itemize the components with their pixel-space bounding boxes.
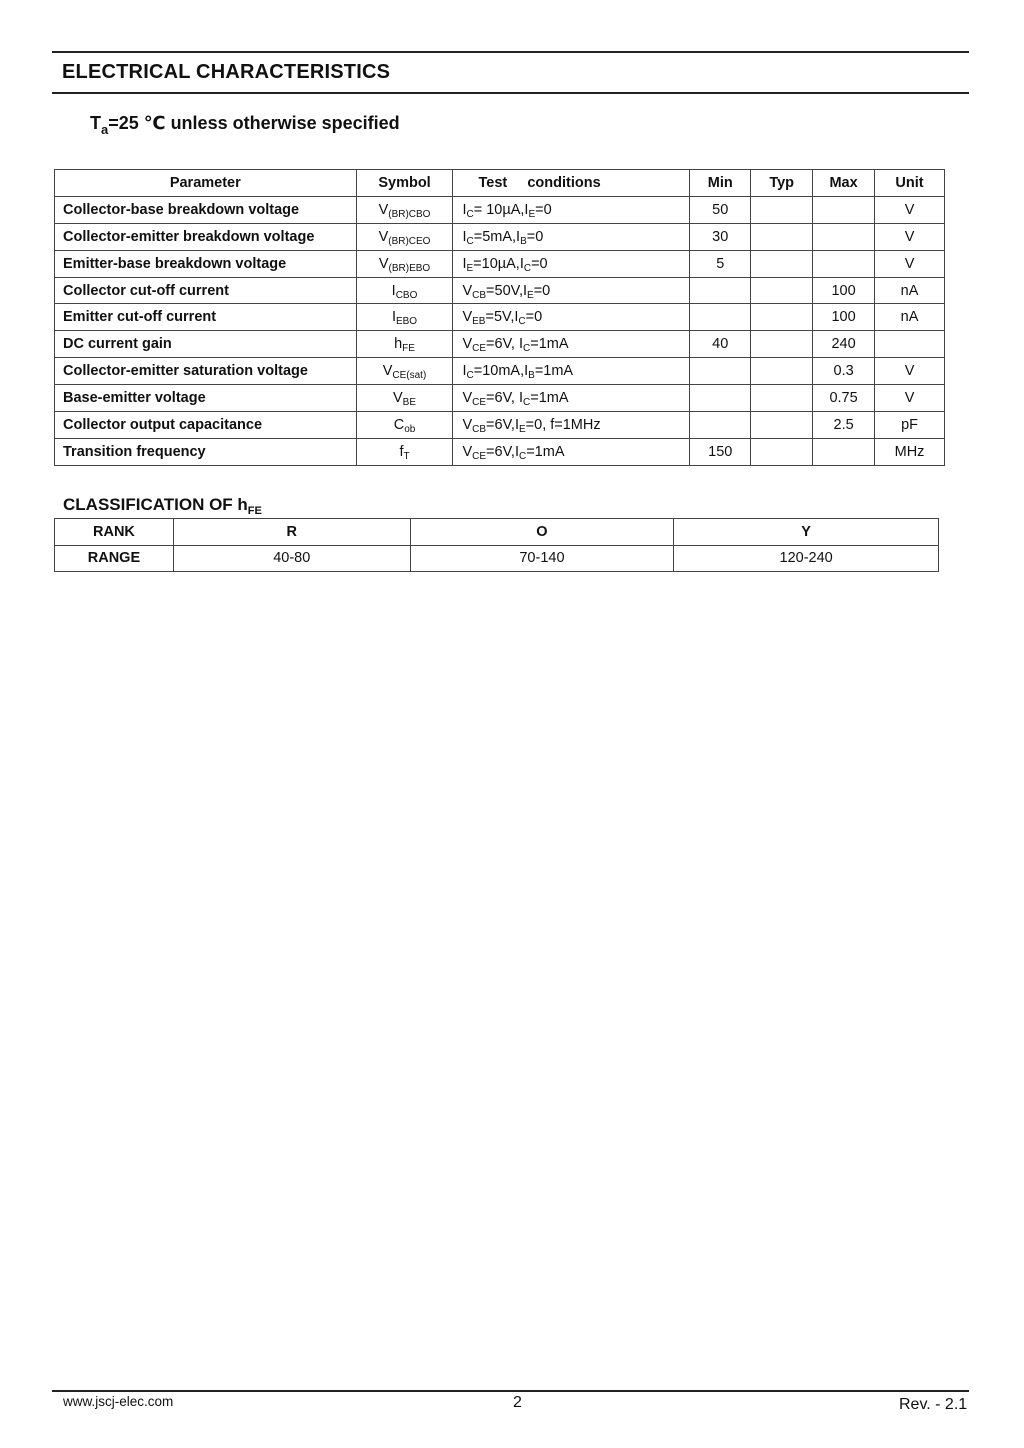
parameter-cell: Emitter-base breakdown voltage xyxy=(55,250,357,277)
condition-value: =6V, xyxy=(486,416,515,433)
condition-subscript: B xyxy=(528,370,535,382)
classification-title xyxy=(63,495,262,515)
rank-row xyxy=(55,519,939,546)
unit-cell: MHz xyxy=(875,438,945,465)
top-rule xyxy=(52,51,969,53)
condition-value: =0 xyxy=(535,201,552,218)
condition-variable: V xyxy=(462,336,473,353)
symbol-letter: I xyxy=(391,282,396,299)
test-conditions-note xyxy=(90,113,400,137)
condition-variable: I xyxy=(524,363,529,380)
condition-subscript: E xyxy=(528,208,536,220)
parameter-cell: Collector output capacitance xyxy=(55,412,357,439)
max-cell xyxy=(813,438,875,465)
symbol-letter: V xyxy=(378,228,389,245)
min-cell: 150 xyxy=(690,438,751,465)
test-condition-cell xyxy=(453,438,690,465)
condition-subscript: C xyxy=(466,235,474,247)
symbol-subscript: BE xyxy=(402,397,417,409)
max-cell: 0.75 xyxy=(813,385,875,412)
max-cell: 100 xyxy=(813,304,875,331)
table-header-row xyxy=(55,170,945,197)
condition-variable: I xyxy=(462,201,467,218)
symbol-subscript: ob xyxy=(404,423,416,435)
min-cell xyxy=(690,412,751,439)
typ-cell xyxy=(751,331,813,358)
condition-subscript: C xyxy=(466,208,474,220)
page-number: 2 xyxy=(513,1394,522,1411)
symbol-letter: V xyxy=(393,390,403,407)
min-cell: 5 xyxy=(690,250,751,277)
header-test-conditions: Test conditions xyxy=(453,170,690,197)
symbol-subscript: CE(sat) xyxy=(392,370,427,382)
condition-variable: V xyxy=(462,282,473,299)
condition-value: =6V, xyxy=(486,390,519,407)
condition-subscript: E xyxy=(527,289,534,301)
symbol-letter: I xyxy=(391,309,396,326)
test-condition-cell xyxy=(453,412,690,439)
test-condition-cell xyxy=(453,358,690,385)
unit-cell: V xyxy=(875,250,945,277)
condition-value: = 10µA, xyxy=(473,201,525,218)
symbol-subscript: EBO xyxy=(395,316,418,328)
typ-cell xyxy=(751,385,813,412)
section-title: ELECTRICAL CHARACTERISTICS xyxy=(62,61,391,83)
symbol-subscript: (BR)CBO xyxy=(388,208,431,220)
max-cell xyxy=(813,250,875,277)
header-min: Min xyxy=(690,170,751,197)
symbol-cell xyxy=(356,277,453,304)
electrical-characteristics-table xyxy=(54,169,945,466)
range-row xyxy=(55,545,939,572)
symbol-cell xyxy=(356,358,453,385)
condition-subscript: C xyxy=(466,370,474,382)
condition-value: =50V, xyxy=(486,282,524,299)
electrical-characteristics-body xyxy=(55,196,945,465)
unit-cell xyxy=(875,331,945,358)
condition-subscript: CE xyxy=(472,450,487,462)
symbol-subscript: (BR)CEO xyxy=(388,235,431,247)
typ-cell xyxy=(751,304,813,331)
parameter-cell: Emitter cut-off current xyxy=(55,304,357,331)
title-underline-rule xyxy=(52,92,969,94)
condition-value: =6V, xyxy=(486,443,515,460)
typ-cell xyxy=(751,250,813,277)
symbol-cell xyxy=(356,304,453,331)
min-cell xyxy=(690,358,751,385)
table-row xyxy=(55,385,945,412)
test-condition-cell xyxy=(453,223,690,250)
condition-variable: V xyxy=(462,390,473,407)
unit-cell: V xyxy=(875,358,945,385)
condition-subscript: E xyxy=(518,423,526,435)
header-typ: Typ xyxy=(751,170,813,197)
symbol-cell xyxy=(356,250,453,277)
test-condition-cell xyxy=(453,385,690,412)
range-cell: 70-140 xyxy=(410,545,674,572)
condition-value: =1mA xyxy=(526,443,565,460)
typ-cell xyxy=(751,223,813,250)
conditions-text: =25 ℃ unless otherwise specified xyxy=(108,113,400,133)
symbol-letter: C xyxy=(393,416,405,433)
test-condition-cell xyxy=(453,304,690,331)
condition-value: =0 xyxy=(533,282,551,299)
condition-variable: I xyxy=(518,390,524,407)
footer-rule xyxy=(52,1390,969,1392)
symbol-letter: h xyxy=(394,336,403,353)
typ-cell xyxy=(751,358,813,385)
range-cell: 40-80 xyxy=(173,545,410,572)
rank-cell: Y xyxy=(674,519,939,546)
footer-website: www.jscj-elec.com xyxy=(63,1394,174,1409)
table-row xyxy=(55,358,945,385)
condition-subscript: C xyxy=(523,343,531,355)
condition-variable: I xyxy=(524,201,529,218)
parameter-cell: Collector-emitter saturation voltage xyxy=(55,358,357,385)
unit-cell: nA xyxy=(875,304,945,331)
condition-variable: V xyxy=(462,416,473,433)
condition-subscript: CB xyxy=(472,423,487,435)
unit-cell: V xyxy=(875,223,945,250)
min-cell: 30 xyxy=(690,223,751,250)
unit-cell: pF xyxy=(875,412,945,439)
condition-subscript: C xyxy=(523,262,532,274)
condition-value: =5V, xyxy=(485,309,515,326)
rank-cell: O xyxy=(410,519,674,546)
table-row xyxy=(55,250,945,277)
revision-label: Rev. - 2.1 xyxy=(899,1396,968,1413)
symbol-subscript: (BR)EBO xyxy=(388,262,431,274)
min-cell xyxy=(690,385,751,412)
rank-label: RANK xyxy=(55,519,174,546)
condition-variable: I xyxy=(462,228,467,245)
conditions-symbol: T xyxy=(90,113,101,133)
range-cell: 120-240 xyxy=(674,545,939,572)
symbol-subscript: CBO xyxy=(395,289,418,301)
condition-variable: I xyxy=(516,228,521,245)
max-cell: 0.3 xyxy=(813,358,875,385)
min-cell: 50 xyxy=(690,196,751,223)
condition-variable: I xyxy=(514,443,519,460)
test-condition-cell xyxy=(453,277,690,304)
min-cell xyxy=(690,304,751,331)
symbol-cell xyxy=(356,385,453,412)
condition-variable: I xyxy=(523,282,528,299)
condition-variable: I xyxy=(462,363,467,380)
condition-variable: I xyxy=(519,255,524,272)
condition-subscript: C xyxy=(518,316,526,328)
table-row xyxy=(55,438,945,465)
symbol-letter: V xyxy=(382,363,393,380)
classification-title-text: CLASSIFICATION OF h xyxy=(63,495,248,514)
parameter-cell: Collector-base breakdown voltage xyxy=(55,196,357,223)
header-symbol: Symbol xyxy=(356,170,453,197)
unit-cell: nA xyxy=(875,277,945,304)
table-row xyxy=(55,277,945,304)
typ-cell xyxy=(751,438,813,465)
condition-variable: V xyxy=(462,443,473,460)
symbol-letter: f xyxy=(399,443,404,460)
condition-value: =0 xyxy=(525,309,543,326)
condition-value: =1mA xyxy=(530,390,569,407)
table-row xyxy=(55,304,945,331)
table-row xyxy=(55,331,945,358)
condition-subscript: CB xyxy=(472,289,487,301)
condition-subscript: EB xyxy=(472,316,486,328)
max-cell: 2.5 xyxy=(813,412,875,439)
min-cell xyxy=(690,277,751,304)
typ-cell xyxy=(751,412,813,439)
symbol-subscript: FE xyxy=(402,343,415,355)
condition-value: =0, f=1MHz xyxy=(525,416,601,433)
test-condition-cell xyxy=(453,331,690,358)
table-row xyxy=(55,196,945,223)
unit-cell: V xyxy=(875,385,945,412)
symbol-cell xyxy=(356,438,453,465)
condition-variable: I xyxy=(462,255,467,272)
table-row xyxy=(55,412,945,439)
symbol-cell xyxy=(356,331,453,358)
condition-subscript: CE xyxy=(472,343,487,355)
max-cell: 100 xyxy=(813,277,875,304)
condition-subscript: C xyxy=(518,450,527,462)
table-row xyxy=(55,223,945,250)
condition-value: =0 xyxy=(531,255,548,272)
max-cell xyxy=(813,196,875,223)
symbol-cell xyxy=(356,196,453,223)
classification-table xyxy=(54,518,939,572)
condition-subscript: CE xyxy=(472,397,487,409)
condition-subscript: C xyxy=(523,397,531,409)
header-max: Max xyxy=(813,170,875,197)
condition-subscript: E xyxy=(466,262,474,274)
parameter-cell: Transition frequency xyxy=(55,438,357,465)
conditions-symbol-subscript: a xyxy=(101,122,109,137)
condition-value: =10mA, xyxy=(473,363,525,380)
condition-value: =5mA, xyxy=(473,228,517,245)
rank-cell: R xyxy=(173,519,410,546)
parameter-cell: Collector cut-off current xyxy=(55,277,357,304)
header-unit: Unit xyxy=(875,170,945,197)
test-condition-cell xyxy=(453,196,690,223)
parameter-cell: Collector-emitter breakdown voltage xyxy=(55,223,357,250)
condition-variable: V xyxy=(462,309,473,326)
classification-title-subscript: FE xyxy=(247,505,262,517)
symbol-letter: V xyxy=(378,255,389,272)
typ-cell xyxy=(751,277,813,304)
max-cell xyxy=(813,223,875,250)
range-label: RANGE xyxy=(55,545,174,572)
condition-variable: I xyxy=(514,309,519,326)
condition-value: =1mA xyxy=(534,363,574,380)
condition-subscript: B xyxy=(520,235,527,247)
symbol-subscript: T xyxy=(403,450,410,462)
symbol-letter: V xyxy=(378,201,389,218)
condition-variable: I xyxy=(518,336,524,353)
condition-value: =6V, xyxy=(486,336,519,353)
parameter-cell: Base-emitter voltage xyxy=(55,385,357,412)
typ-cell xyxy=(751,196,813,223)
symbol-cell xyxy=(356,223,453,250)
min-cell: 40 xyxy=(690,331,751,358)
header-parameter: Parameter xyxy=(55,170,357,197)
test-condition-cell xyxy=(453,250,690,277)
parameter-cell: DC current gain xyxy=(55,331,357,358)
condition-value: =0 xyxy=(526,228,544,245)
max-cell: 240 xyxy=(813,331,875,358)
condition-value: =1mA xyxy=(530,336,569,353)
condition-variable: I xyxy=(514,416,519,433)
condition-value: =10µA, xyxy=(473,255,520,272)
unit-cell: V xyxy=(875,196,945,223)
symbol-cell xyxy=(356,412,453,439)
